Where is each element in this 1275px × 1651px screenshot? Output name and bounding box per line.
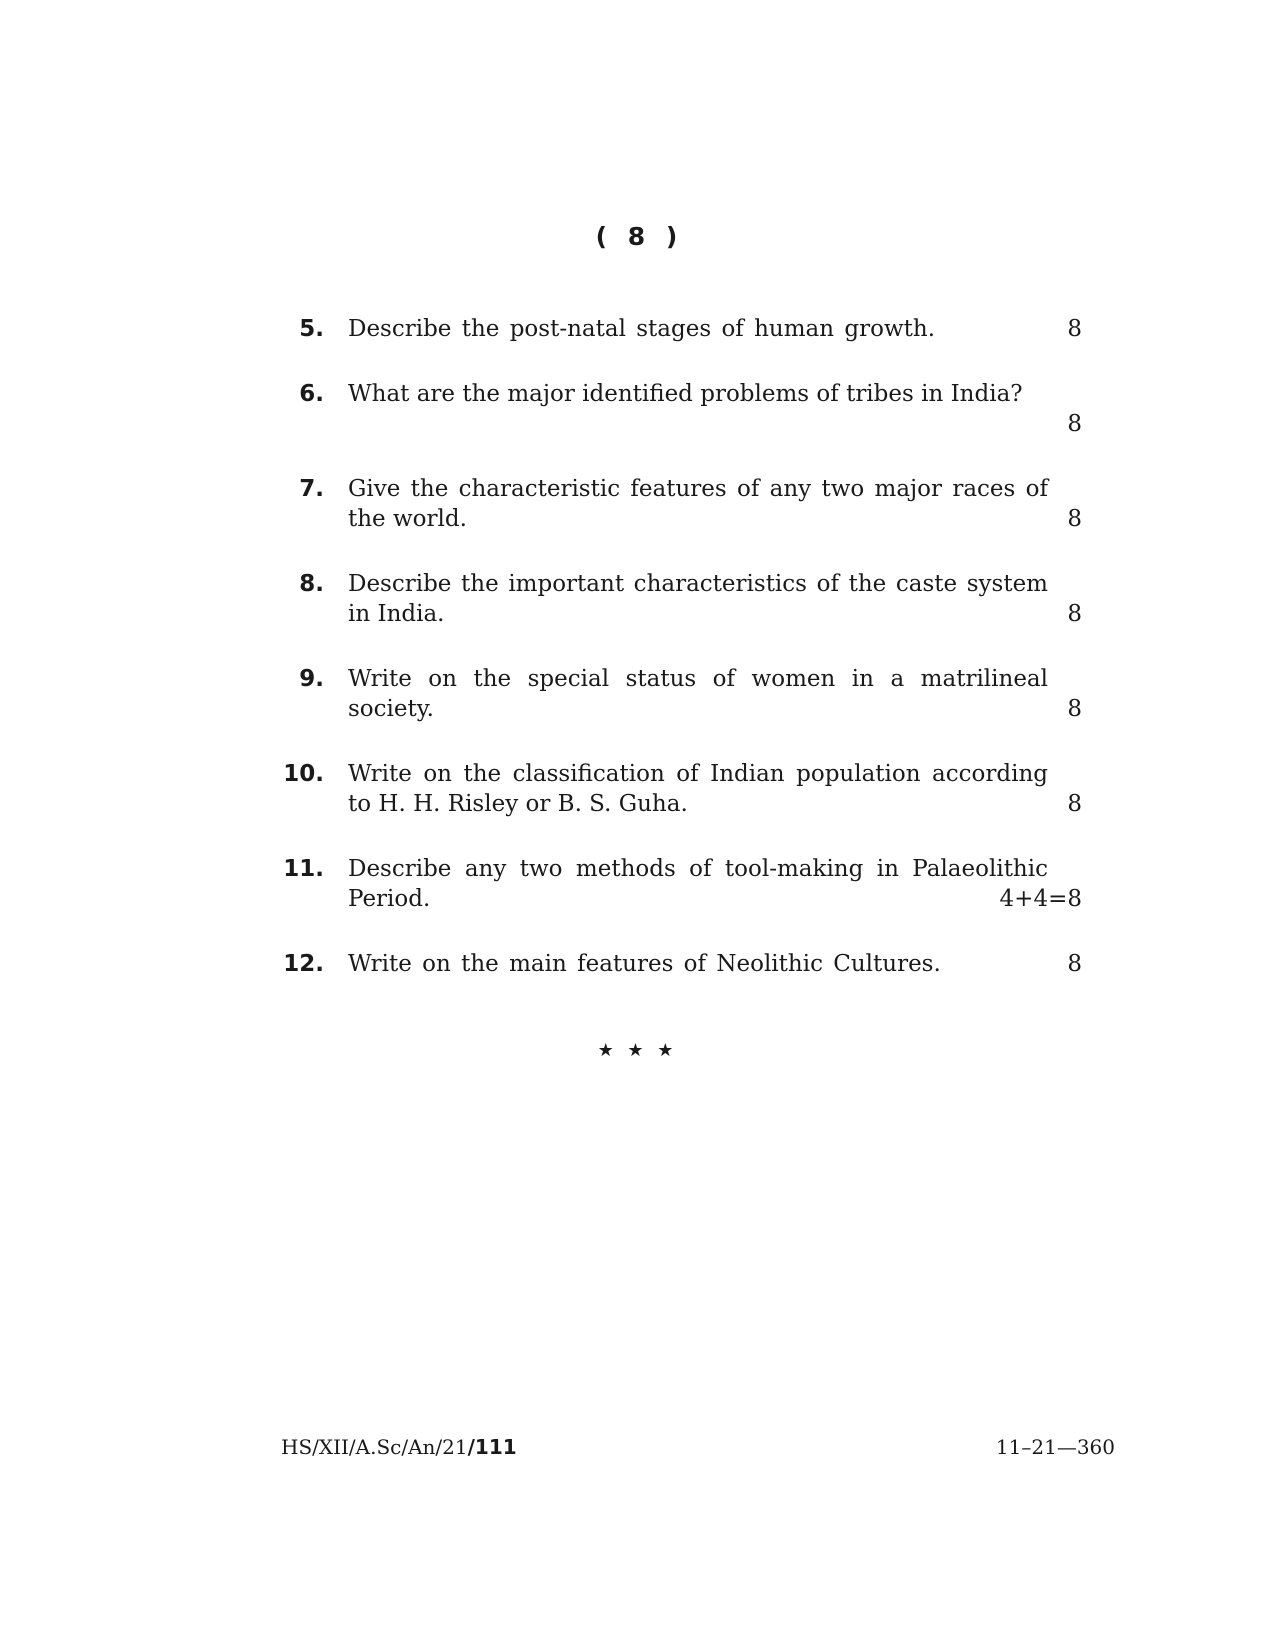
question-text: Describe any two methods of tool-making in Palaeolithic Period.	[348, 856, 1048, 912]
question-number: 6.	[299, 381, 324, 407]
paper-code	[281, 1435, 517, 1459]
page-number: ( 8 )	[595, 222, 680, 251]
question-number: 7.	[299, 476, 324, 502]
question-number: 11.	[283, 856, 324, 882]
question-text: Write on the main features of Neolithic Cultures.	[348, 951, 941, 977]
question-marks: 8	[1067, 951, 1082, 977]
question-text: Write on the special status of women in a matrilineal society.	[348, 666, 1048, 722]
question-number: 9.	[299, 666, 324, 692]
end-marker-stars: ★ ★ ★	[597, 1040, 678, 1061]
question-text: Give the characteristic features of any two major races of the world.	[348, 476, 1048, 532]
paper-code-suffix: /111	[467, 1435, 517, 1459]
print-info: 11–21—360	[995, 1435, 1115, 1459]
question-marks: 8	[1067, 316, 1082, 342]
question-marks: 8	[1067, 411, 1082, 437]
question-marks: 4+4=8	[999, 886, 1082, 912]
question-number: 10.	[283, 761, 324, 787]
paper-code-prefix: HS/XII/A.Sc/An/21	[281, 1435, 468, 1459]
question-text: Describe the post-natal stages of human growth.	[348, 316, 936, 342]
question-number: 8.	[299, 571, 324, 597]
question-marks: 8	[1067, 696, 1082, 722]
question-text: Write on the classification of Indian population according to H. H. Risley or B. S. Guha.	[348, 761, 1048, 817]
question-marks: 8	[1067, 791, 1082, 817]
question-text: What are the major identified problems of tribes in India?	[348, 381, 1023, 407]
question-number: 12.	[283, 951, 324, 977]
question-marks: 8	[1067, 601, 1082, 627]
question-marks: 8	[1067, 506, 1082, 532]
question-text: Describe the important characteristics of the caste system in India.	[348, 571, 1048, 627]
question-number: 5.	[299, 316, 324, 342]
